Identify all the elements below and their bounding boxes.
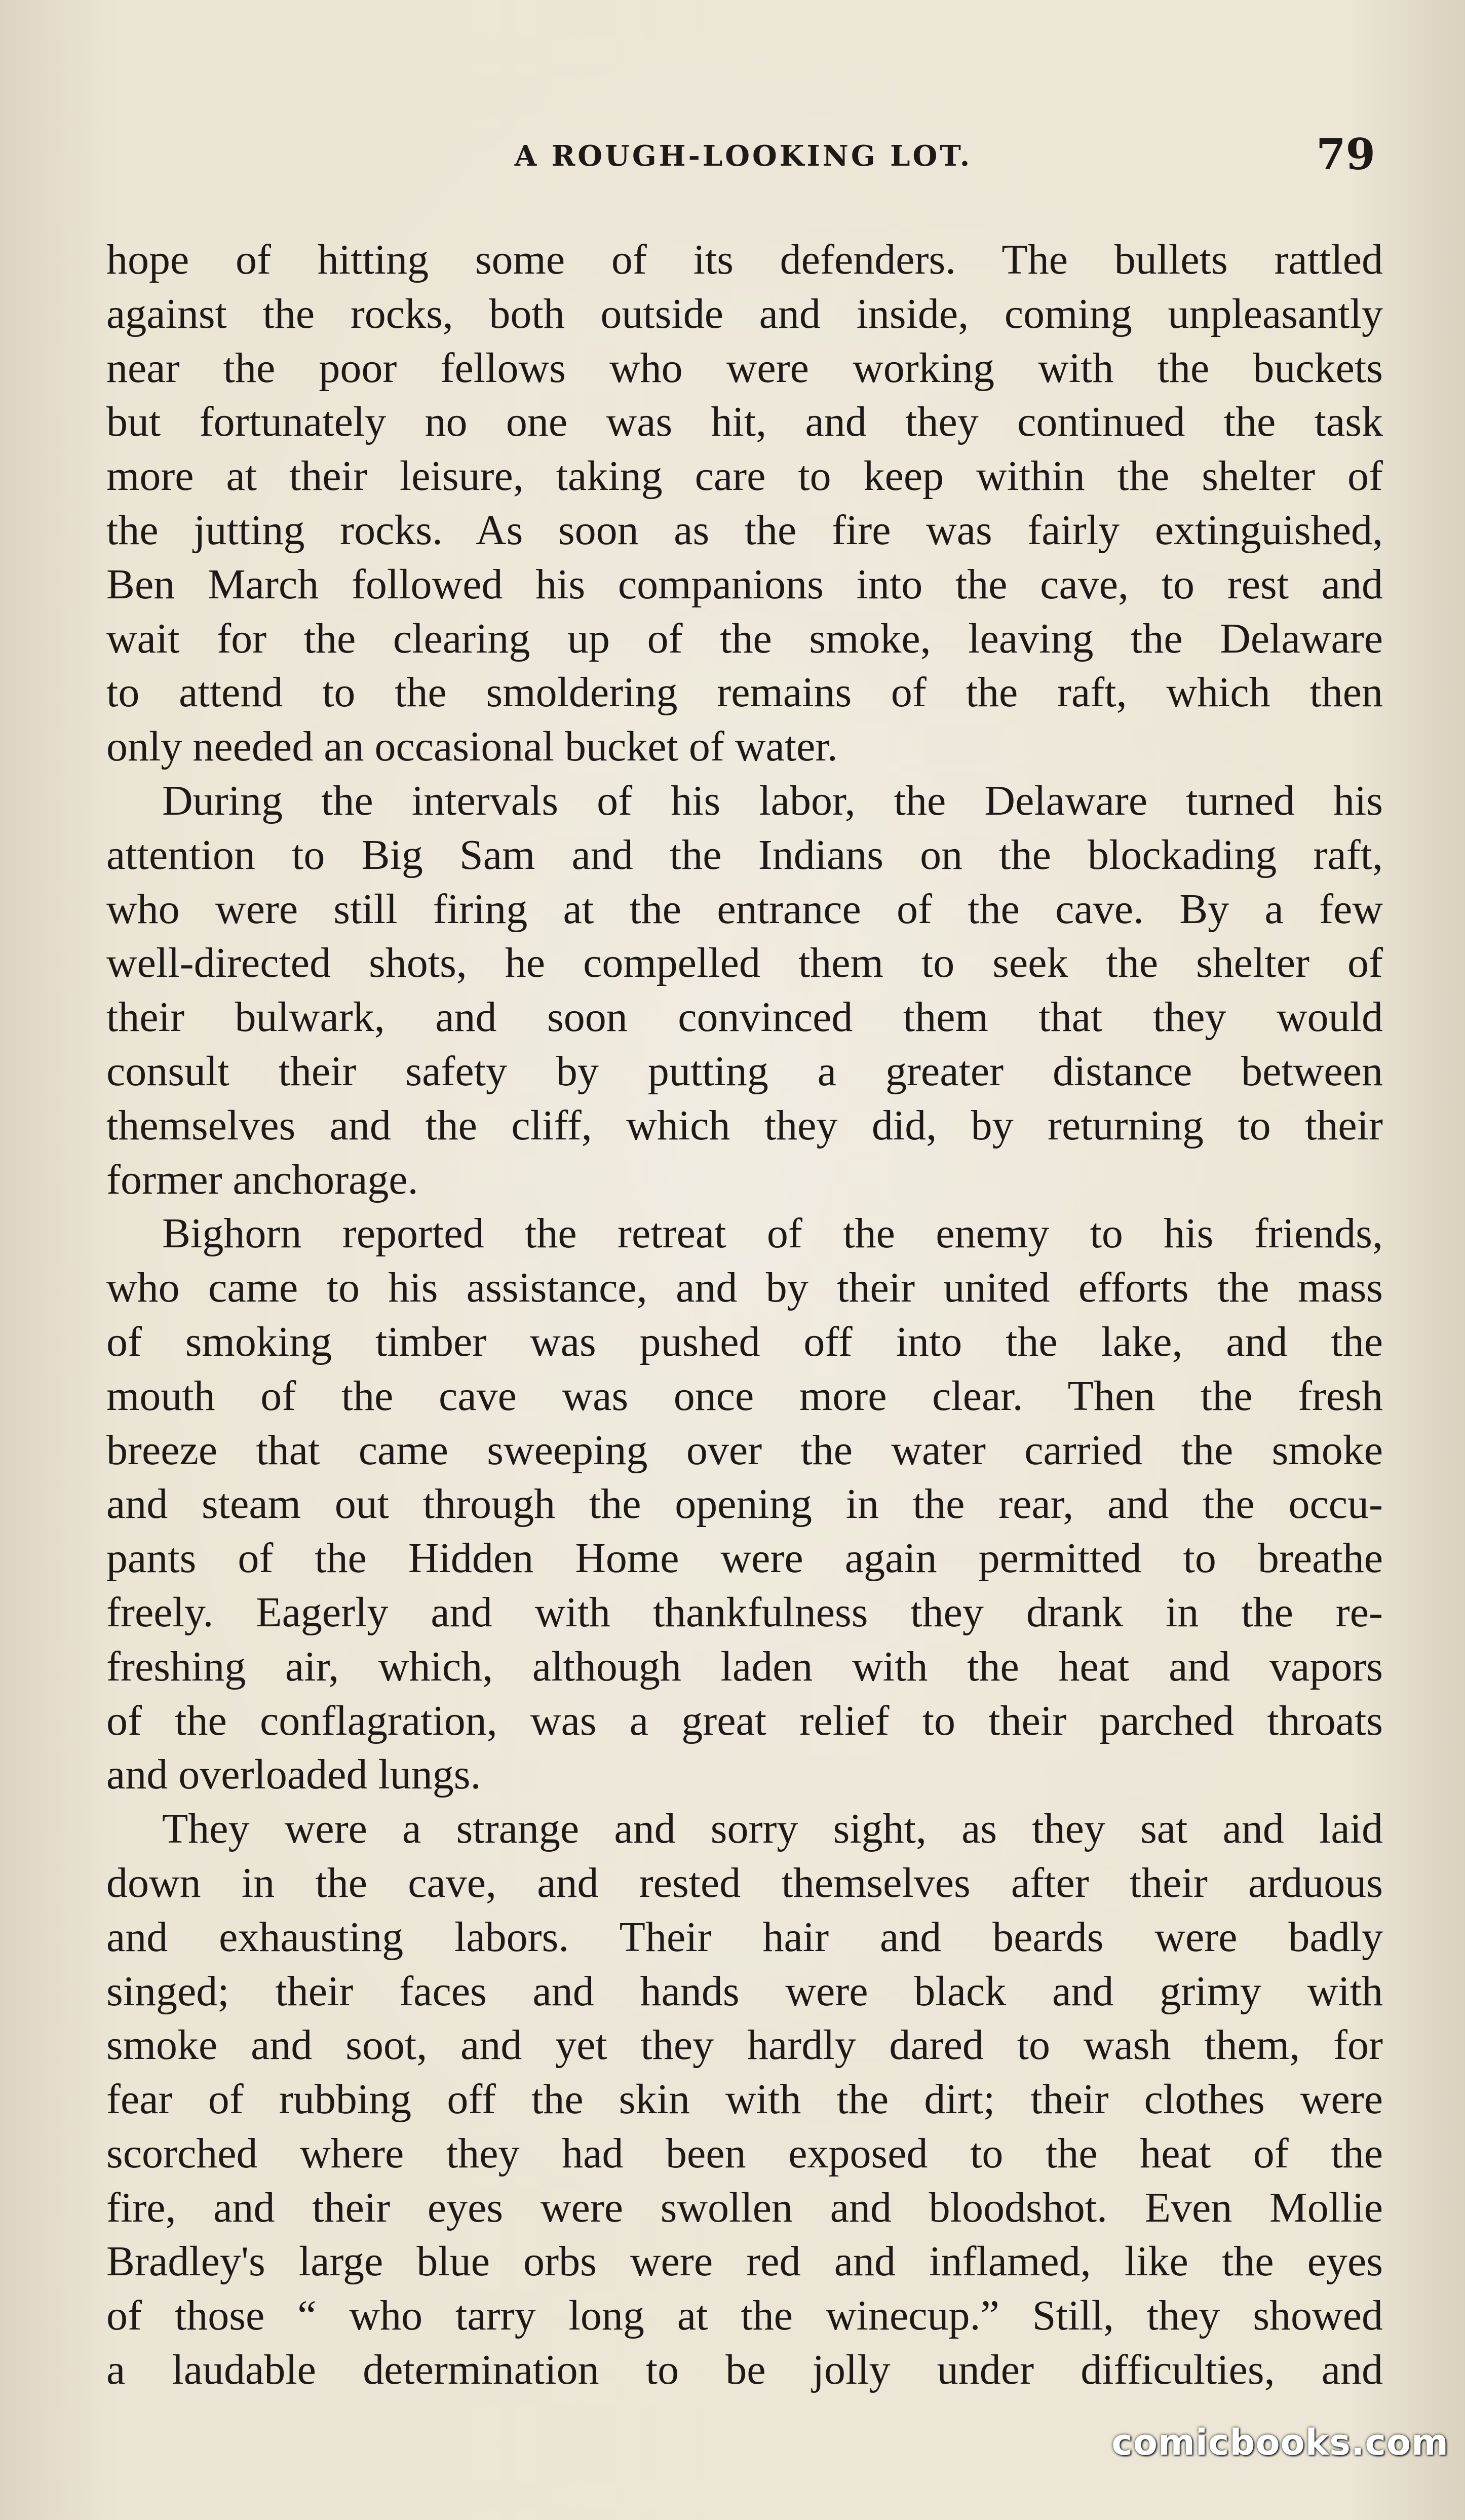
text-line: freshing air, which, although laden with the heat and vapors — [106, 1643, 1383, 1690]
running-head — [111, 129, 1375, 185]
text-line: freely. Eagerly and with thankfulness they drank in the re- — [106, 1588, 1383, 1636]
text-line: attention to Big Sam and the Indians on the blockading raft, — [106, 831, 1383, 879]
text-line-paragraph-start: They were a strange and sorry sight, as they sat and laid — [162, 1805, 1383, 1853]
text-line: and steam out through the opening in the rear, and the occu- — [106, 1480, 1383, 1528]
text-line: more at their leisure, taking care to keep within the shelter of — [106, 452, 1383, 500]
text-line-paragraph-start: During the intervals of his labor, the Delaware turned his — [162, 777, 1383, 824]
page-number: 79 — [1316, 129, 1375, 179]
text-line: themselves and the cliff, which they did, by returning to their — [106, 1101, 1383, 1149]
text-line: well-directed shots, he compelled them to seek the shelter of — [106, 939, 1383, 987]
text-line: of those “ who tarry long at the winecup.” Still, they showed — [106, 2292, 1383, 2340]
text-line: singed; their faces and hands were black and grimy with — [106, 1967, 1383, 2015]
text-line: hope of hitting some of its defenders. The bullets rattled — [106, 236, 1383, 283]
chapter-running-title: A ROUGH-LOOKING LOT. — [514, 139, 973, 173]
text-line: scorched where they had been exposed to the heat of the — [106, 2129, 1383, 2177]
text-line: smoke and soot, and yet they hardly dared to wash them, for — [106, 2021, 1383, 2069]
text-line: down in the cave, and rested themselves after their arduous — [106, 1859, 1383, 1906]
text-line: mouth of the cave was once more clear. Then the fresh — [106, 1372, 1383, 1420]
text-line: their bulwark, and soon convinced them that they would — [106, 994, 1383, 1041]
body-text — [106, 233, 1383, 2394]
text-line: and exhausting labors. Their hair and beards were badly — [106, 1913, 1383, 1961]
text-line: but fortunately no one was hit, and they continued the task — [106, 398, 1383, 446]
text-line: near the poor fellows who were working with the buckets — [106, 344, 1383, 392]
text-line-paragraph-start: Bighorn reported the retreat of the enemy to his friends, — [162, 1210, 1383, 1257]
text-line: Bradley's large blue orbs were red and inflamed, like the eyes — [106, 2238, 1383, 2285]
text-line: to attend to the smoldering remains of the raft, which then — [106, 669, 1383, 716]
text-line: pants of the Hidden Home were again permitted to breathe — [106, 1535, 1383, 1582]
text-line: breeze that came sweeping over the water carried the smoke — [106, 1426, 1383, 1474]
text-line: who came to his assistance, and by their united efforts the mass — [106, 1264, 1383, 1312]
text-line: wait for the clearing up of the smoke, leaving the Delaware — [106, 615, 1383, 662]
text-line: of smoking timber was pushed off into the lake, and the — [106, 1318, 1383, 1365]
text-line-paragraph-end: and overloaded lungs. — [106, 1751, 481, 1799]
text-line: Ben March followed his companions into the cave, to rest and — [106, 560, 1383, 608]
text-line: fear of rubbing off the skin with the dirt; their clothes were — [106, 2076, 1383, 2123]
text-line: who were still firing at the entrance of the cave. By a few — [106, 885, 1383, 933]
text-line: against the rocks, both outside and inside, coming unpleasantly — [106, 290, 1383, 337]
text-line-paragraph-end: former anchorage. — [106, 1156, 418, 1203]
text-line: consult their safety by putting a greater distance between — [106, 1047, 1383, 1095]
text-line: fire, and their eyes were swollen and bloodshot. Even Mollie — [106, 2184, 1383, 2231]
text-line: a laudable determination to be jolly under difficulties, and — [106, 2346, 1383, 2394]
site-watermark: comicbooks.com — [1111, 2422, 1449, 2463]
text-line-paragraph-end: only needed an occasional bucket of water. — [106, 723, 838, 771]
text-line: of the conflagration, was a great relief to their parched throats — [106, 1697, 1383, 1744]
text-line: the jutting rocks. As soon as the fire was fairly extinguished, — [106, 506, 1383, 554]
